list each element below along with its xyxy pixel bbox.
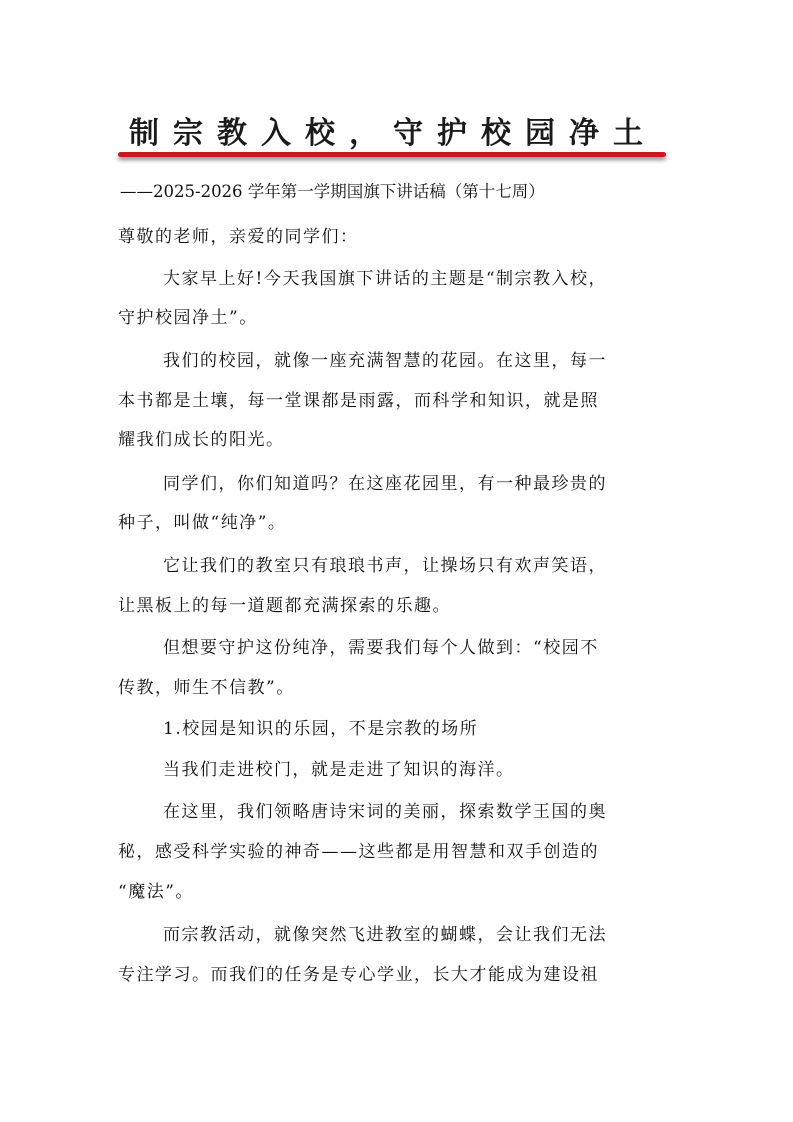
paragraph-line: 当我们走进校门，就是走进了知识的海洋。 xyxy=(163,760,515,780)
paragraph-line: 但想要守护这份纯净，需要我们每个人做到：“校园不 xyxy=(163,638,599,658)
paragraph-line: 耀我们成长的阳光。 xyxy=(118,430,285,450)
paragraph-line: 在这里，我们领略唐诗宋词的美丽，探索数学王国的奥 xyxy=(163,802,607,822)
paragraph-line: 大家早上好!今天我国旗下讲话的主题是“制宗教入校， xyxy=(163,269,608,289)
paragraph-line: 我们的校园，就像一座充满智慧的花园。在这里，每一 xyxy=(163,351,607,371)
paragraph-line: 守护校园净土”。 xyxy=(118,308,258,328)
paragraph-line: 同学们，你们知道吗？在这座花园里，有一种最珍贵的 xyxy=(163,474,607,494)
paragraph-line: 让黑板上的每一道题都充满探索的乐趣。 xyxy=(118,596,451,616)
paragraph-line: “魔法”。 xyxy=(118,882,194,902)
paragraph-line: 传教，师生不信教”。 xyxy=(118,678,295,698)
paragraph-line: 而宗教活动，就像突然飞进教室的蝴蝶，会让我们无法 xyxy=(163,925,607,945)
salutation: 尊敬的老师，亲爱的同学们： xyxy=(118,227,359,247)
paragraph-line: 秘，感受科学实验的神奇——这些都是用智慧和双手创造的 xyxy=(118,842,599,862)
paragraph-line: 它让我们的教室只有琅琅书声，让操场只有欢声笑语， xyxy=(163,556,607,576)
document-subtitle: ——2025-2026 学年第一学期国旗下讲话稿（第十七周） xyxy=(120,182,545,201)
title-underline xyxy=(118,152,666,157)
section-heading: 1.校园是知识的乐园，不是宗教的场所 xyxy=(163,719,479,739)
paragraph-line: 本书都是土壤，每一堂课都是雨露，而科学和知识，就是照 xyxy=(118,391,599,411)
paragraph-line: 专注学习。而我们的任务是专心学业，长大才能成为建设祖 xyxy=(118,965,599,985)
document-title: 制宗教入校，守护校园净土 xyxy=(129,116,657,151)
paragraph-line: 种子，叫做“纯净”。 xyxy=(118,513,287,533)
